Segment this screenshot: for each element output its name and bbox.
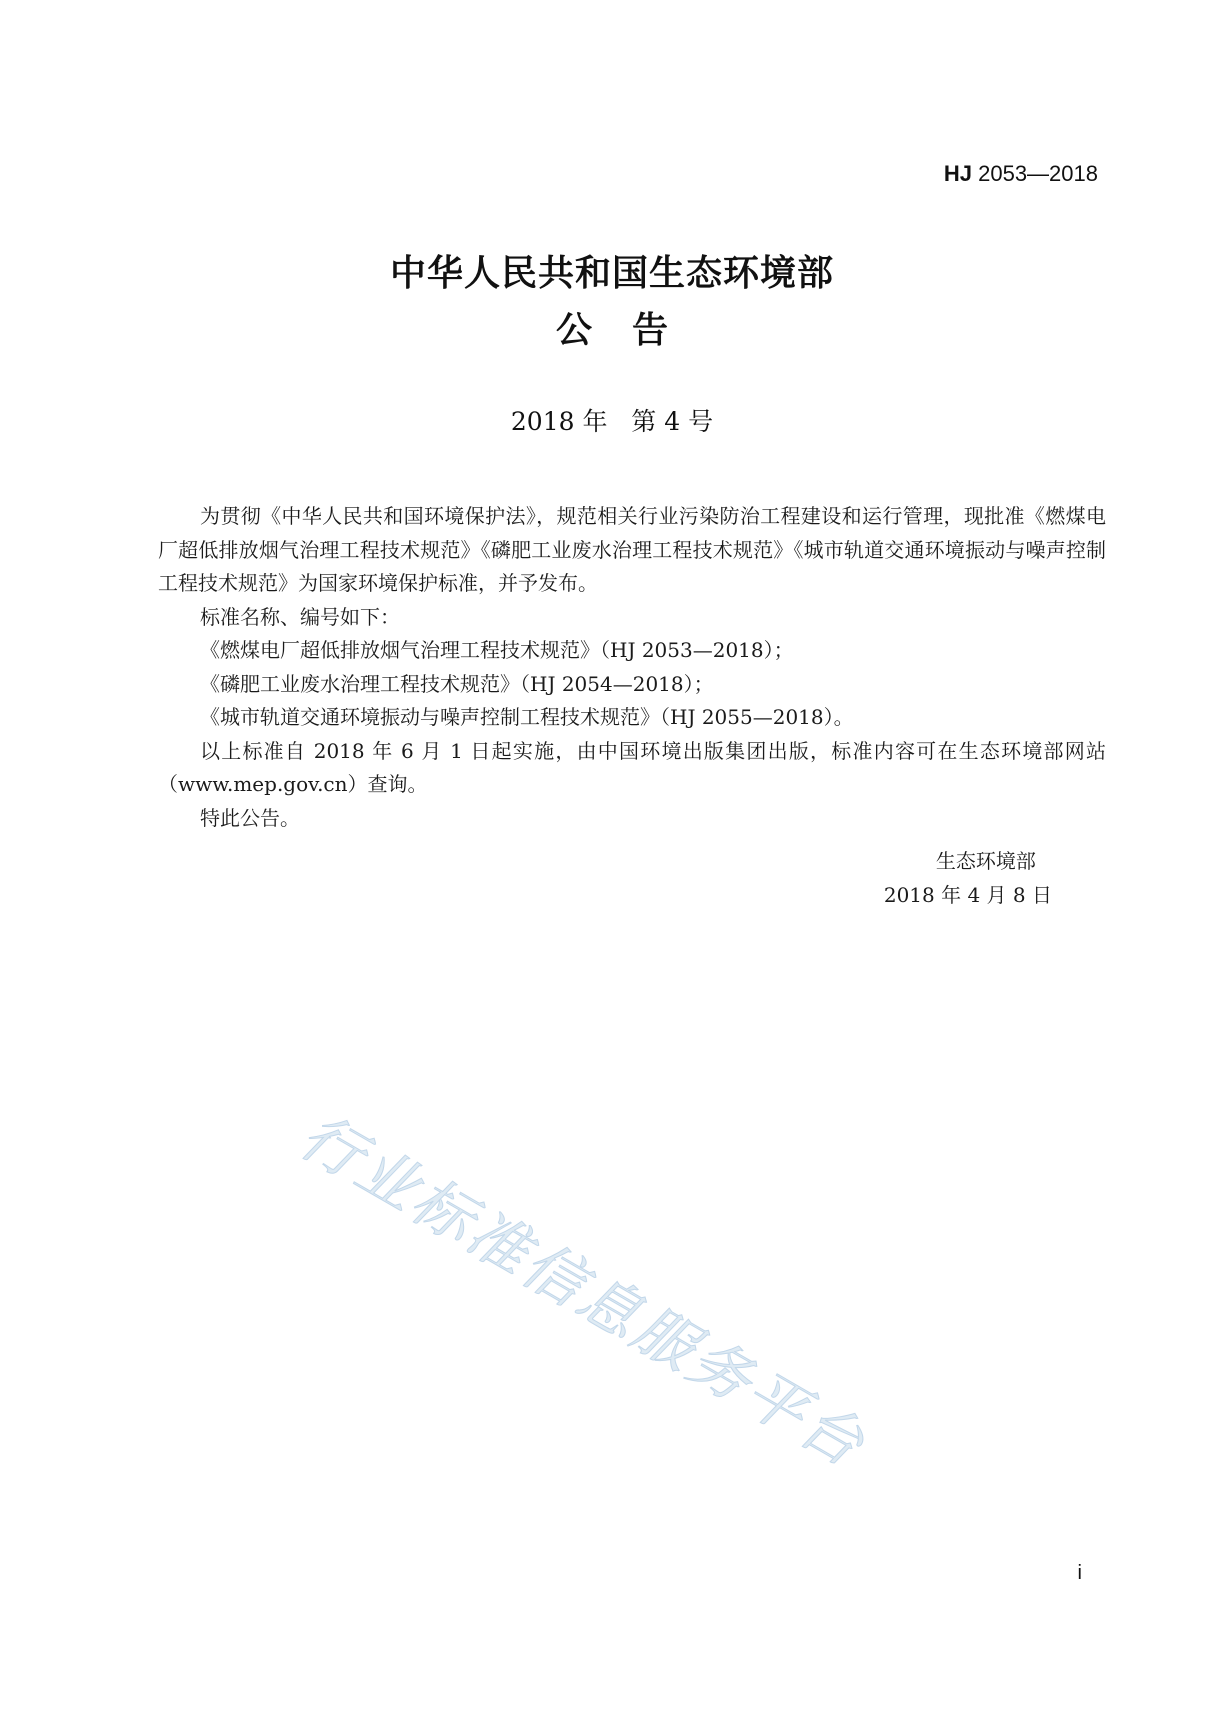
standard-code bbox=[944, 161, 1098, 187]
ministry-title: 中华人民共和国生态环境部 bbox=[389, 253, 834, 294]
standard-list-item: 《城市轨道交通环境振动与噪声控制工程技术规范》（HJ 2055—2018）。 bbox=[200, 705, 854, 729]
watermark: 行业标准信息服务平台 bbox=[288, 1101, 878, 1482]
title-block bbox=[0, 248, 1224, 362]
body-paragraph: 以上标准自 2018 年 6 月 1 日起实施，由中国环境出版集团出版，标准内容可在生态环境部网站（www.mep.gov.cn）查询。 bbox=[158, 738, 1106, 796]
standard-number: 2053—2018 bbox=[972, 161, 1098, 186]
body-paragraph: 标准名称、编号如下： bbox=[200, 604, 400, 629]
announcement-body bbox=[158, 500, 1106, 835]
page-number: i bbox=[1077, 1562, 1082, 1584]
issue-number: 2018 年 第 4 号 bbox=[510, 407, 714, 436]
signature-date: 2018 年 4 月 8 日 bbox=[883, 883, 1052, 907]
closing-line: 特此公告。 bbox=[200, 805, 300, 830]
standard-list-item: 《燃煤电厂超低排放烟气治理工程技术规范》（HJ 2053—2018）； bbox=[200, 638, 794, 662]
standard-prefix: HJ bbox=[943, 161, 972, 186]
body-paragraph: 为贯彻《中华人民共和国环境保护法》，规范相关行业污染防治工程建设和运行管理，现批准《燃煤电厂超低排放烟气治理工程技术规范》《磷肥工业废水治理工程技术规范》《城市轨道交通环境振动与噪声控制工程技术规范》为国家环境保护标准，并予发布。 bbox=[158, 504, 1106, 595]
announcement-title: 公告 bbox=[555, 310, 708, 351]
signature-org: 生态环境部 bbox=[935, 849, 1036, 873]
signature-block bbox=[884, 844, 1052, 912]
standard-list-item: 《磷肥工业废水治理工程技术规范》（HJ 2054—2018）； bbox=[200, 671, 714, 696]
